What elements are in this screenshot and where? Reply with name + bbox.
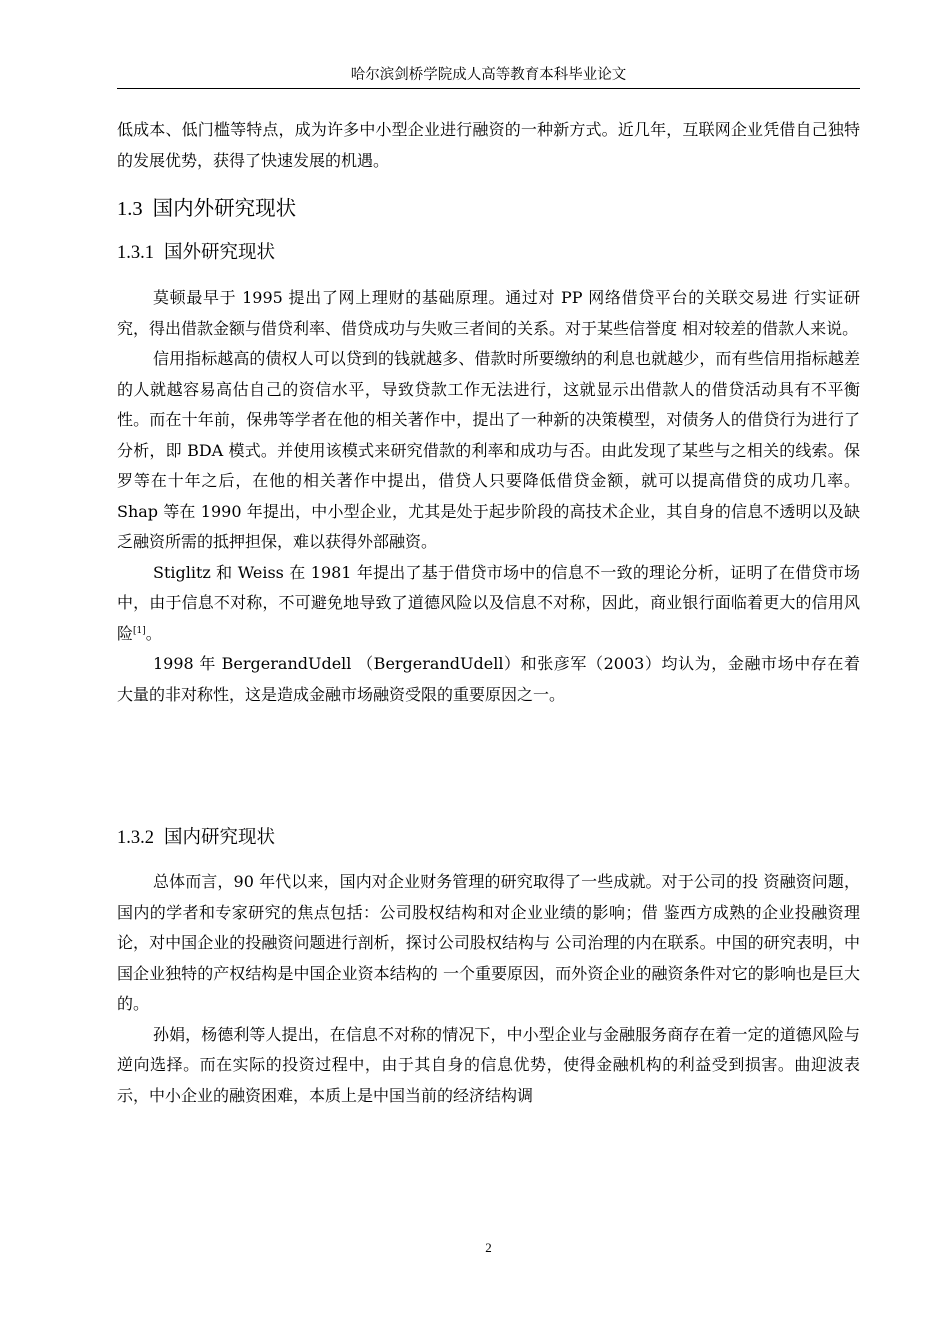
section-title: 国内外研究现状 (152, 196, 297, 220)
section-number: 1.3 (117, 198, 143, 220)
body-block-intro (117, 115, 860, 176)
paragraph: 总体而言，90 年代以来，国内对企业财务管理的研究取得了一些成就。对于公司的投 资融资问题，国内的学者和专家研究的焦点包括：公司股权结构和对企业业绩的影响；借 鉴西方成熟的企业投融资理论，对中国企业的投融资问题进行剖析，探讨公司股权结构与 公司治理的内在联系。中国的研究表明，中国企业独特的产权结构是中国企业资本结构的 一个重要原因，而外资企业的融资条件对它的影响也是巨大的。 (117, 872, 860, 1013)
paragraph: 信用指标越高的债权人可以贷到的钱就越多、借款时所要缴纳的利息也就越少，而有些信用指标越差的人就越容易高估自己的资信水平，导致贷款工作无法进行，这就显示出借款人的借贷活动具有不平衡性。而在十年前，保弗等学者在他的相关著作中，提出了一种新的决策模型，对债务人的借贷行为进行了分析，即 BDA 模式。并使用该模式来研究借款的利率和成功与否。由此发现了某些与之相关的线索。保罗等在十年之后，在他的相关著作中提出，借贷人只要降低借贷金额，就可以提高借贷的成功几率。Shap 等在 1990 年提出，中小型企业，尤其是处于起步阶段的高技术企业，其自身的信息不透明以及缺乏融资所需的抵押担保，难以获得外部融资。 (117, 349, 860, 551)
paragraph: 孙娟，杨德利等人提出，在信息不对称的情况下，中小型企业与金融服务商存在着一定的道德风险与逆向选择。而在实际的投资过程中，由于其自身的信息优势，使得金融机构的利益受到损害。曲迎波表示，中小企业的融资困难，本质上是中国当前的经济结构调 (117, 1024, 860, 1105)
body-block-foreign (117, 283, 860, 710)
paragraph: 低成本、低门槛等特点，成为许多中小型企业进行融资的一种新方式。近几年，互联网企业凭借自己独特的发展优势，获得了快速发展的机遇。 (117, 120, 860, 170)
paragraph-end: 。 (145, 623, 162, 643)
section-number: 1.3.2 (117, 828, 154, 848)
section-heading-1-3-2 (117, 825, 860, 851)
paragraph-text: Stiglitz 和 Weiss 在 1981 年提出了基于借贷市场中的信息不一致的理论分析，证明了在借贷市场中，由于信息不对称，不可避免地导致了道德风险以及信息不对称，因此，商业银行面临着更大的信用风险 (117, 562, 860, 643)
page-number: 2 (485, 1240, 492, 1255)
body-block-domestic (117, 867, 860, 1111)
running-header: 哈尔滨剑桥学院成人高等教育本科毕业论文 (350, 67, 627, 83)
section-heading-1-3-1 (117, 240, 860, 266)
paragraph: 1998 年 BergerandUdell （BergerandUdell）和张彦军（2003）均认为，金融市场中存在着大量的非对称性，这是造成金融市场融资受限的重要原因之一。 (117, 654, 860, 704)
section-heading-1-3 (117, 194, 860, 223)
section-number: 1.3.1 (117, 243, 154, 263)
paragraph (117, 558, 860, 650)
header-rule (117, 88, 860, 89)
paragraph: 莫顿最早于 1995 提出了网上理财的基础原理。通过对 PP 网络借贷平台的关联交易进 行实证研究，得出借款金额与借贷利率、借贷成功与失败三者间的关系。对于某些信誉度 相对较差的借款人来说。 (117, 288, 860, 338)
section-title: 国内研究现状 (164, 827, 276, 848)
section-title: 国外研究现状 (164, 242, 276, 263)
citation-ref: [1] (133, 625, 146, 636)
